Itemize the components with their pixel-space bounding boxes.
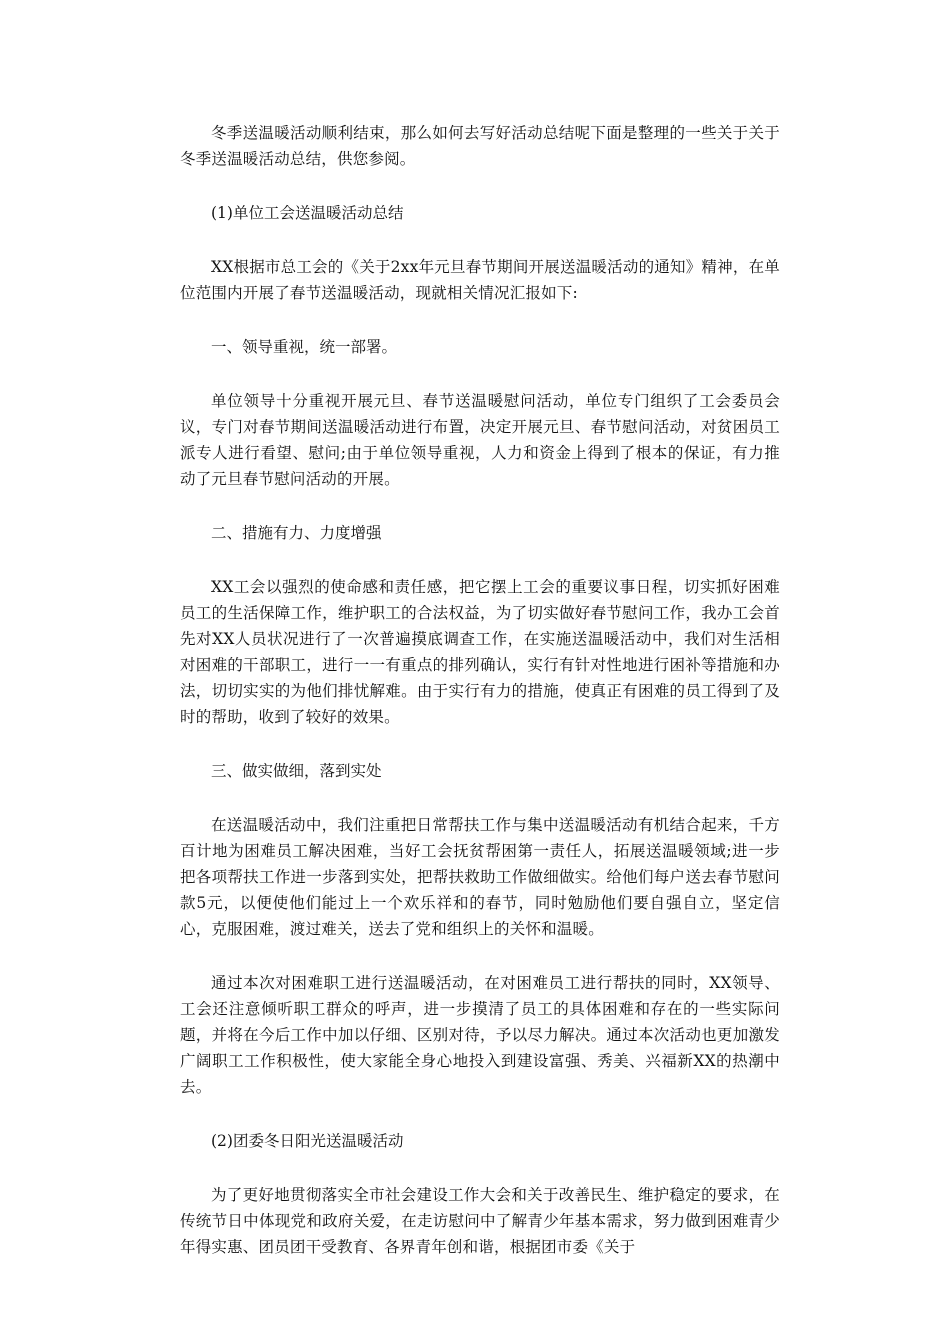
paragraph-leadership: 单位领导十分重视开展元旦、春节送温暖慰问活动，单位专门组织了工会委员会议，专门对春节期间送温暖活动进行布置，决定开展元旦、春节慰问活动，对贫困员工派专人进行看望、慰问;由于单位领导重视，人力和资金上得到了根本的保证，有力推动了元旦春节慰问活动的开展。	[180, 392, 780, 488]
intro-paragraph: 冬季送温暖活动顺利结束，那么如何去写好活动总结呢下面是整理的一些关于关于冬季送温暖活动总结，供您参阅。	[180, 124, 780, 168]
document-body	[180, 120, 780, 1288]
section2-paragraph-1: 为了更好地贯彻落实全市社会建设工作大会和关于改善民生、维护稳定的要求，在传统节日中体现党和政府关爱，在走访慰问中了解青少年基本需求，努力做到困难青少年得实惠、团员团干受教育、各界青年创和谐，根据团市委《关于	[180, 1186, 780, 1256]
section1-paragraph-1: XX根据市总工会的《关于2xx年元旦春节期间开展送温暖活动的通知》精神，在单位范围内开展了春节送温暖活动，现就相关情况汇报如下:	[180, 258, 780, 302]
paragraph-conclusion: 通过本次对困难职工进行送温暖活动，在对困难员工进行帮扶的同时，XX领导、工会还注意倾听职工群众的呼声，进一步摸清了员工的具体困难和存在的一些实际问题，并将在今后工作中加以仔细、区别对待，予以尽力解决。通过本次活动也更加激发广阔职工工作积极性，使大家能全身心地投入到建设富强、秀美、兴福新XX的热潮中去。	[180, 974, 780, 1096]
section1-title: (1)单位工会送温暖活动总结	[211, 204, 404, 222]
paragraph-measures: XX工会以强烈的使命感和责任感，把它摆上工会的重要议事日程，切实抓好困难员工的生活保障工作，维护职工的合法权益，为了切实做好春节慰问工作，我办工会首先对XX人员状况进行了一次普遍摸底调查工作，在实施送温暖活动中，我们对生活相对困难的干部职工，进行一一有重点的排列确认，实行有针对性地进行困补等措施和办法，切切实实的为他们排忧解难。由于实行有力的措施，使真正有困难的员工得到了及时的帮助，收到了较好的效果。	[180, 578, 780, 726]
heading-measures: 二、措施有力、力度增强	[211, 524, 382, 542]
paragraph-implementation: 在送温暖活动中，我们注重把日常帮扶工作与集中送温暖活动有机结合起来，千方百计地为困难员工解决困难，当好工会抚贫帮困第一责任人，拓展送温暖领域;进一步把各项帮扶工作进一步落到实处，把帮扶救助工作做细做实。给他们每户送去春节慰问款5元，以便使他们能过上一个欢乐祥和的春节，同时勉励他们要自强自立，坚定信心，克服困难，渡过难关，送去了党和组织上的关怀和温暖。	[180, 816, 780, 938]
heading-leadership: 一、领导重视，统一部署。	[211, 338, 398, 356]
heading-implementation: 三、做实做细，落到实处	[211, 762, 382, 780]
section2-title: (2)团委冬日阳光送温暖活动	[211, 1132, 404, 1150]
